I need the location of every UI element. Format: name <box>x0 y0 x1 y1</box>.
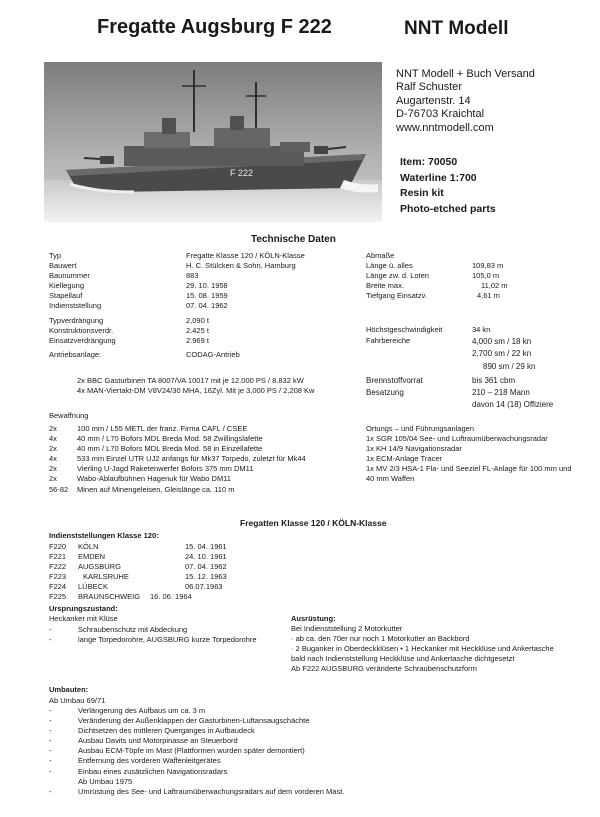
item-extras: Photo-etched parts <box>400 202 496 215</box>
address-block <box>396 68 535 135</box>
class-code: F221 <box>49 552 67 562</box>
tech-value: 109,83 m <box>472 261 504 270</box>
equipment-heading: Ausrüstung: <box>291 614 336 623</box>
refit-bullet: Ausbau ECM-Töpfe im Mast (Plattformen wurden später demontiert) <box>78 746 305 756</box>
tech-value: Fregatte Klasse 120 / KÖLN-Klasse <box>186 251 305 260</box>
class-date: 24. 10. 1961 <box>185 552 227 562</box>
class-codes <box>49 542 66 603</box>
class-ship-name: AUGSBURG <box>78 562 121 572</box>
fuel-label: Brennstoffvorrat <box>366 376 423 385</box>
address-line: Ralf Schuster <box>396 81 463 94</box>
tech-value: CODAG-Antrieb <box>186 349 240 359</box>
original-line: Heckanker mit Klüse <box>49 614 118 623</box>
tech-left-values <box>186 251 305 360</box>
weapon-count: 2x <box>49 444 57 454</box>
tech-heading: Technische Daten <box>251 234 336 245</box>
class-date: 07. 04. 1962 <box>185 562 227 572</box>
tech-value: 4,61 m <box>477 291 500 301</box>
class-code: F220 <box>49 542 67 551</box>
refit-bullet: Umrüstung des See- und Laftraumüberwachungsradars auf dem vorderen Mast. <box>78 786 345 796</box>
class-code: F223 <box>49 572 67 582</box>
address-link[interactable]: www.nntmodell.com <box>396 121 494 134</box>
item-material: Resin kit <box>400 187 444 200</box>
class-date: 15. 12. 1963 <box>185 572 227 582</box>
tech-value: 105,0 m <box>472 271 500 281</box>
refit-heading: Umbauten: <box>49 685 89 694</box>
sensors-block <box>366 424 572 485</box>
tech-right-values <box>472 261 508 301</box>
address-line: Augartenstr. 14 <box>396 94 471 107</box>
refit-bullet: Verlängerung des Aufbaus um ca. 3 m <box>78 706 206 715</box>
weapon-desc: 533 mm Einzel UTR UJ2 anfangs für Mk37 Torpedo, zuletzt für Mk44 <box>77 454 306 464</box>
class-heading: Fregatten Klasse 120 / KÖLN-Klasse <box>240 518 387 528</box>
refit-subheading-2: Ab Umbau 1975 <box>78 776 133 786</box>
equipment-line: · ab ca. den 70er nur noch 1 Motorkutter an Backbord <box>291 634 470 644</box>
class-code: F224 <box>49 582 67 592</box>
tech-label: Konstruktionsverdr. <box>49 325 114 335</box>
equipment-line: bald nach Indienststellung Heckklüse und Ankertasche dichtgesetzt <box>291 654 515 664</box>
class-dates <box>150 542 227 603</box>
tech-value: 883 <box>186 271 199 281</box>
weapon-count: 2x <box>49 424 57 433</box>
tech-label: Baunummer <box>49 271 90 281</box>
tech-label: Indienststellung <box>49 301 102 311</box>
crew-value: 210 – 218 Mann <box>472 388 530 397</box>
tech-value: 11,02 m <box>481 281 508 291</box>
class-code: F225 <box>49 592 67 602</box>
tech-value: 29. 10. 1958 <box>186 281 228 291</box>
antrieb-line: 2x BBC Gasturbinen TA 8007/VA 10017 mit je 12.000 PS / 8.832 kW <box>77 376 304 385</box>
equipment-line: Ab F222 AUGSBURG veränderte Schraubenschutzform <box>291 664 477 674</box>
weapon-desc: Wabo-Ablaufbühnen Hagenuk für Wabo DM11 <box>77 474 231 484</box>
refit-bullets: - Verlängerung des Aufbaus um ca. 3 m - Veränderung der Außenklappen der Gasturbinen-Luftansaugschächte - Dichtsetzen des mittleren Querganges in Aufbaudeck - Ausbau Davits und Motorpinasse an Steuerbord - Ausbau ECM-Töpfe im Mast (Plattformen wurden später demontiert) - Entfernung des vorderen Waffenleitgerätes - Einbau eines zusätzlichen Navigationsradars Ab Umbau 1975 - Umrüstung des See- und Laftraumüberwachungsradars auf dem vorderen Mast. <box>49 706 345 796</box>
item-info <box>400 155 496 217</box>
tech-label: Typverdrängung <box>49 315 104 325</box>
range-value: 2,700 sm / 22 kn <box>472 349 532 359</box>
sensor-line: 1x MV 2/3 HSA-1 Fla- und Seeziel FL-Anlage für 100 mm und <box>366 464 572 474</box>
class-date: 06.07.1963 <box>185 582 223 592</box>
original-heading: Ursprungszustand: <box>49 604 118 613</box>
equipment-line: Bei Indienststellung 2 Motorkutter <box>291 624 403 633</box>
tech-value: 07. 04. 1962 <box>186 301 228 311</box>
weapons-counts <box>49 424 68 495</box>
refit-bullet: Einbau eines zusätzlichen Navigationsradars <box>78 766 228 776</box>
refit-bullet: Dichtsetzen des mittleren Querganges in Aufbaudeck <box>78 726 255 736</box>
tech-right-heading: Abmaße <box>366 251 395 260</box>
item-scale: Waterline 1:700 <box>400 171 477 184</box>
weapons-heading: Bewaffnung <box>49 411 89 420</box>
hull-number-text: F 222 <box>230 168 254 178</box>
original-bullet: Schraubenschutz mit Abdeckung <box>78 625 188 634</box>
class-subheading: Indienststellungen Klasse 120: <box>49 531 159 540</box>
tech-value: H. C. Stülcken & Sohn, Hamburg <box>186 261 296 271</box>
fuel-value: bis 361 cbm <box>472 376 516 385</box>
weapon-desc: Minen auf Minengeleisen, Gleislänge ca. 110 m <box>77 484 235 494</box>
weapon-desc: 100 mm / L55 METL der franz. Firma CAFL / CSEE <box>77 424 248 433</box>
class-code: F222 <box>49 562 67 572</box>
class-date: 15. 04. 1961 <box>185 542 227 551</box>
weapon-count: 2x <box>49 464 57 474</box>
equipment-line: · 2 Buganker in Oberdeckklüsen • 1 Heckanker mit Heckklüse und Ankertasche <box>291 644 554 654</box>
tech-label: Tiefgang Einsatzv. <box>366 291 427 301</box>
crew-extra: davon 14 (18) Offiziere <box>472 400 554 409</box>
class-date: 16. 06. 1964 <box>150 592 192 602</box>
tech-label: Kiellegung <box>49 281 85 291</box>
item-number: Item: 70050 <box>400 156 458 168</box>
tech-label: Bauwert <box>49 261 77 271</box>
class-ship-name: LÜBECK <box>78 582 109 592</box>
sensor-line: 1x SGR 105/04 See- und Luftraumüberwachungsradar <box>366 434 548 444</box>
refit-bullet: Ausbau Davits und Motorpinasse an Steuerbord <box>78 736 238 746</box>
class-ship-name: EMDEN <box>78 552 106 562</box>
tech-label: Breite max. <box>366 281 404 291</box>
sensor-line: 40 mm Waffen <box>366 474 415 484</box>
tech-value: 15. 08. 1959 <box>186 291 228 301</box>
original-bullets: - Schraubenschutz mit Abdeckung - lange Torpedorohre, AUGSBURG kurze Torpedorohre <box>49 625 257 645</box>
original-bullet: lange Torpedorohre, AUGSBURG kurze Torpedorohre <box>78 635 257 645</box>
brand-title: NNT Modell <box>404 18 509 39</box>
crew-label: Besatzung <box>366 388 404 397</box>
tech-label: Länge zw. d. Loten <box>366 271 429 281</box>
speed-label: Höchstgeschwindigkeit <box>366 325 443 334</box>
range-value: 4,000 sm / 18 kn <box>472 337 532 346</box>
antrieb-details <box>77 376 314 396</box>
tech-right-labels <box>366 251 429 301</box>
class-ship-name: KARLSRUHE <box>83 572 129 582</box>
address-line: D-76703 Kraichtal <box>396 108 485 121</box>
weapon-desc: Vierling U-Jagd Raketenwerfer Bofors 375 mm DM11 <box>77 464 254 474</box>
tech-label: Typ <box>49 251 62 260</box>
weapon-desc: 40 mm / L70 Bofors MDL Breda Mod. 58 Zwillingslafette <box>77 434 263 444</box>
equipment-lines <box>291 624 554 674</box>
antrieb-line: 4x MAN-Viertakt-DM V8V24/30 MHA, 16Zyl. Mit je 3,000 PS / 2,208 Kw <box>77 386 315 396</box>
weapon-count: 2x <box>49 474 57 484</box>
tech-label: Länge ü. alles <box>366 261 413 271</box>
tech-label: Stapellauf <box>49 291 83 301</box>
ship-photo <box>44 62 382 222</box>
class-ship-name: KÖLN <box>78 542 99 551</box>
tech-value: 2.969 t <box>186 335 209 345</box>
refit-bullet: Entfernung des vorderen Waffenleitgerätes <box>78 756 221 766</box>
class-ship-name: BRAUNSCHWEIG <box>78 592 141 602</box>
class-names <box>78 542 140 603</box>
range-value: 890 sm / 29 kn <box>483 361 536 371</box>
weapon-count: 4x <box>49 434 57 444</box>
tech-label: Antriebsanlage: <box>49 349 102 359</box>
tech-value: 2,090 t <box>186 315 209 325</box>
refit-bullet: Veränderung der Außenklappen der Gasturbinen-Luftansaugschächte <box>78 716 310 726</box>
weapons-descriptions <box>77 424 306 495</box>
refit-subheading: Ab Umbau 69/71 <box>49 696 106 705</box>
tech-value: 2.425 t <box>186 325 209 335</box>
weapon-desc: 40 mm / L70 Bofors MDL Breda Mod. 58 in Einzellafette <box>77 444 263 454</box>
weapon-count: 4x <box>49 454 57 464</box>
speed-value: 34 kn <box>472 325 491 334</box>
sensors-heading: Ortungs – und Führungsanlagen <box>366 424 474 433</box>
address-line: NNT Modell + Buch Versand <box>396 68 535 80</box>
tech-label: Einsatzverdrängung <box>49 335 116 345</box>
sensor-line: 1x KH 14/9 Navigationsradar <box>366 444 462 454</box>
range-values <box>472 336 535 373</box>
tech-left-labels <box>49 251 116 360</box>
weapon-count: 56-82 <box>49 484 69 494</box>
range-label: Fahrbereiche <box>366 336 411 345</box>
sensor-line: 1x ECM-Anlage Tracer <box>366 454 442 464</box>
page-title: Fregatte Augsburg F 222 <box>97 16 332 38</box>
